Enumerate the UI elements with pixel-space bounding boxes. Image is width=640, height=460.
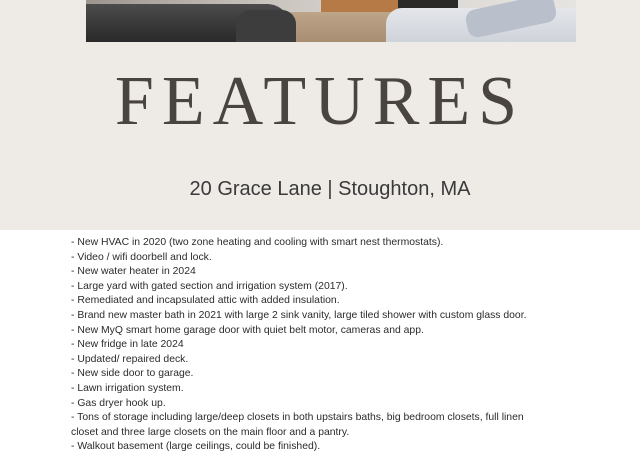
feature-item: - New fridge in late 2024 xyxy=(71,339,184,351)
feature-item: - Large yard with gated section and irrigation system (2017). xyxy=(71,280,348,292)
features-list xyxy=(71,236,631,455)
feature-item: - Brand new master bath in 2021 with large 2 sink vanity, large tiled shower with custom glass door. xyxy=(71,309,527,321)
feature-item: - Lawn irrigation system. xyxy=(71,382,184,394)
feature-item: - New water heater in 2024 xyxy=(71,266,196,278)
feature-item: - Gas dryer hook up. xyxy=(71,397,166,409)
feature-item: closet and three large closets on the main floor and a pantry. xyxy=(71,426,350,438)
feature-item: - New MyQ smart home garage door with quiet belt motor, cameras and app. xyxy=(71,324,424,336)
page-title: FEATURES xyxy=(114,63,526,140)
feature-item: - Walkout basement (large ceilings, could be finished). xyxy=(71,441,321,453)
feature-item: - New side door to garage. xyxy=(71,368,194,380)
feature-item: - Updated/ repaired deck. xyxy=(71,353,189,365)
feature-item: - New HVAC in 2020 (two zone heating and cooling with smart nest thermostats). xyxy=(71,237,444,248)
living-room-photo xyxy=(86,0,576,42)
feature-item: - Remediated and incapsulated attic with added insulation. xyxy=(71,295,340,307)
feature-item: - Video / wifi doorbell and lock. xyxy=(71,251,212,263)
feature-item: - Tons of storage including large/deep closets in both upstairs baths, big bedroom closets, full linen xyxy=(71,412,524,424)
property-address: 20 Grace Lane | Stoughton, MA xyxy=(189,178,471,200)
